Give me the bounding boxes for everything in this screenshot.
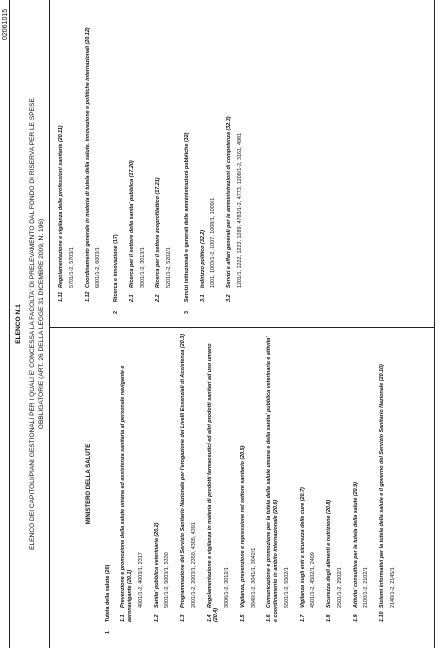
right-item-list [58, 14, 244, 314]
program-heading [326, 334, 333, 622]
item-number: 1.9 [352, 614, 359, 622]
program-heading [207, 334, 221, 622]
chapter-list: 2140/1-2, 2145/1 [389, 567, 396, 608]
item-number: 2.2 [155, 294, 162, 302]
item-title: Vigilanza, prevenzione e repressione nel settore sanitario (20.5) [239, 445, 246, 608]
item-number: 3.2 [226, 294, 232, 302]
document-title-line-1: ELENCO DEI CAPITOLI/PIANI GESTIONALI PER I QUALI E' CONCESSA LA FACOLTA' DI PRELEVAMENTO DAL FONDO DI RISERVA PER LE SPESE [29, 98, 36, 550]
item-title: Vigilanza sugli enti e sicurezza delle cure (20.7) [299, 487, 306, 608]
program-heading [266, 334, 280, 622]
item-title: Ricerca per il settore della sanita' pubblica (17.20) [128, 160, 135, 288]
program-heading [155, 14, 162, 302]
column-divider [49, 327, 434, 328]
program-heading [379, 334, 386, 622]
bottom-rule [434, 0, 435, 648]
item-number: 1.10 [379, 611, 385, 622]
chapter-list: 1001, 1003/1-2, 1007, 1008/1, 1009/1 [210, 197, 217, 288]
item-number: 2 [113, 311, 119, 314]
item-number: 1.8 [326, 614, 332, 622]
chapter-list: 1201/1, 1222, 1223, 1289, 4783/1-2, 4773, 1208/1-2, 3161, 4981 [236, 133, 243, 288]
chapter-list: 4001/1-2, 4003/1, 2317 [137, 552, 144, 608]
page-id: 02061015 [2, 8, 9, 40]
item-number: 1.3 [180, 614, 186, 622]
chapter-list: 2001/1-2, 2003/1, 2350, 4305, 4391 [190, 522, 197, 608]
program-heading [85, 14, 92, 302]
document-label: ELENCO N.1 [15, 304, 22, 344]
item-title: Coordinamento generale in materia di tutela della salute, innovazione e politiche internazionali (20.12) [84, 27, 91, 288]
ministry-heading: MINISTERO DELLA SALUTE [86, 443, 92, 525]
item-title: Ricerca e innovazione (17) [113, 234, 119, 302]
chapter-list: 5701/1-2, 5703/1 [68, 247, 75, 288]
item-number: 1.2 [153, 614, 160, 622]
program-heading [180, 334, 187, 622]
item-number: 2.1 [128, 294, 135, 302]
chapter-list: 3006/1-2, 3012/1 [224, 567, 230, 608]
item-title: Servizi e affari generali per le amministrazioni di competenza (32.3) [226, 116, 232, 288]
top-rule [9, 0, 10, 648]
item-title: Regolamentazione e vigilanza delle professioni sanitarie (20.11) [58, 125, 64, 288]
mission-heading [184, 14, 191, 314]
chapter-list: 3001/1-2, 3013/1 [139, 247, 146, 288]
item-number: 3 [183, 311, 190, 314]
program-heading [200, 14, 207, 302]
chapter-list: 5501/1-2, 5502/1 [283, 567, 290, 608]
item-title: Programmazione del Servizio Sanitario Nazionale per l'erogazione dei Livelli Essenziali di Assistenza (20.3) [180, 334, 186, 608]
item-title: Sistemi informativi per la tutela della salute e il governo del Servizio Sanitario Nazionale (20.10) [379, 364, 385, 608]
item-number: 1.11 [58, 291, 64, 302]
item-title: Sanita' pubblica veterinaria (20.2) [153, 522, 160, 608]
item-title: Regolamentazione e vigilanza in materia di prodotti farmaceutici ed altri prodotti sanitari ad uso umano (20.4) [206, 343, 220, 622]
chapter-list: 2501/1-2, 2502/1 [336, 567, 343, 608]
chapter-list: 4501/1-2, 4502/1, 2409 [310, 552, 317, 608]
program-heading [129, 14, 136, 302]
program-heading [240, 334, 247, 622]
mission-heading [105, 334, 112, 634]
item-title: Ricerca per il settore zooprofilattico (17.21) [155, 177, 162, 288]
item-title: Prevenzione e promozione della salute umana ed assistenza sanitaria al personale navigante e aeronavigante (20.1) [120, 365, 133, 622]
item-number: 1.7 [299, 614, 306, 622]
item-title: Indirizzo politico (32.2) [199, 229, 206, 288]
item-number: 1.4 [206, 614, 213, 622]
chapter-list: 3040/1-2, 3041/1, 3042/1 [250, 547, 257, 608]
item-number: 1.1 [120, 614, 127, 622]
program-heading [300, 334, 307, 622]
item-title: Sicurezza degli alimenti e nutrizione (20.8) [326, 499, 332, 608]
program-heading [120, 334, 134, 622]
item-number: 1.12 [84, 291, 91, 302]
item-number: 3.1 [199, 294, 206, 302]
item-title: Servizi istituzionali e generali delle amministrazioni pubbliche (32) [183, 132, 190, 302]
item-number: 1.5 [239, 614, 246, 622]
chapter-list: 2100/1-2, 2102/1 [363, 567, 370, 608]
left-item-list [105, 334, 397, 634]
document-title-line-2: OBBLIGATORIE (ART. 26 DELLA LEGGE 31 DICEMBRE 2009, N. 196) [38, 218, 45, 430]
program-heading [58, 14, 65, 302]
right-column [49, 14, 244, 314]
item-number: 1.6 [266, 614, 273, 622]
left-column [49, 334, 397, 634]
mission-heading [113, 14, 120, 314]
chapter-list: 5001/1-2, 5003/1, 5330 [164, 552, 171, 608]
item-number: 1 [104, 631, 111, 634]
item-title: Tutela della salute (20) [104, 564, 111, 622]
chapter-list: 6001/1-2, 6003/1 [95, 247, 102, 288]
program-heading [154, 334, 161, 622]
item-title: Comunicazione e promozione per la tutela della salute umana e della sanita' pubblica veterinaria e attivita' e coordinamento in ambito internazionale (20.6) [266, 336, 279, 622]
program-heading [226, 14, 233, 302]
chapter-list: 5201/1-2, 5202/1 [166, 247, 172, 288]
program-heading [353, 334, 360, 622]
item-title: Attivita' consultiva per la tutela della salute (20.9) [352, 482, 359, 608]
